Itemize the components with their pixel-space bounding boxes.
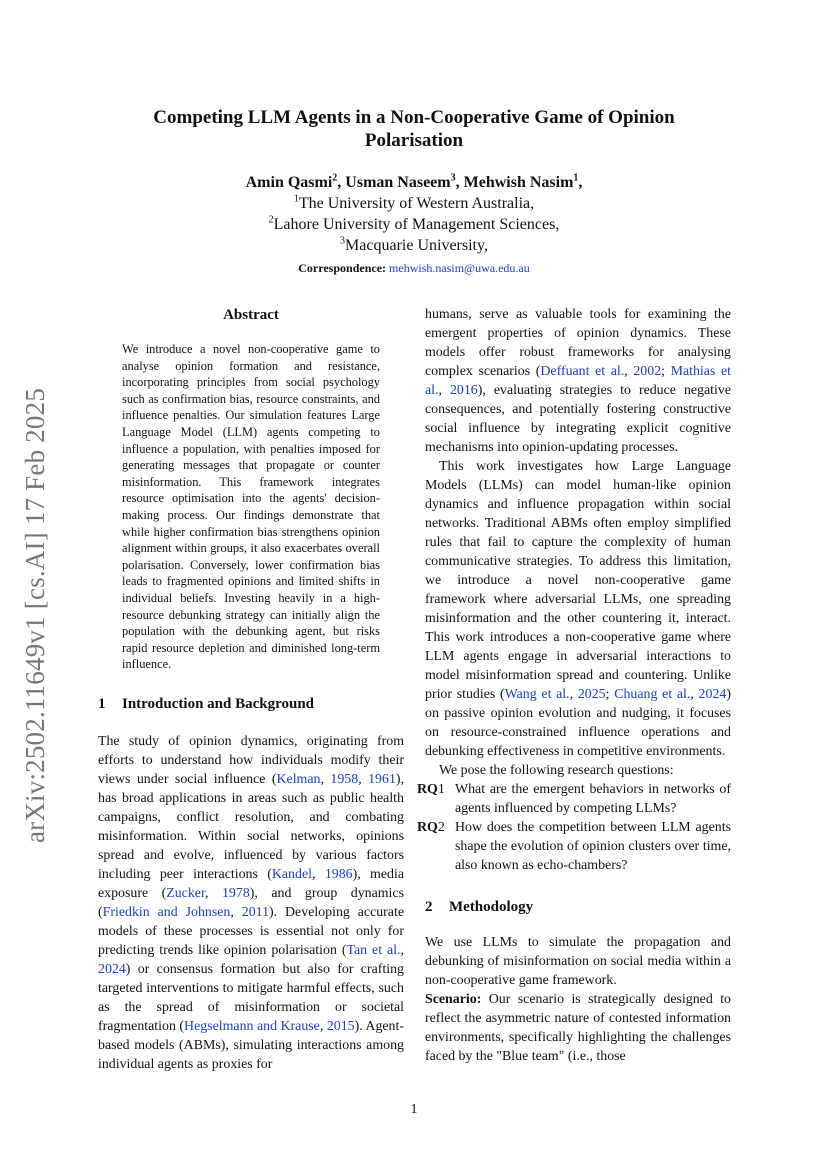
author-name: Amin Qasmi [245, 174, 333, 191]
research-question [417, 780, 731, 818]
research-question-text: How does the competition between LLM agents shape the evolution of opinion clusters over time, also known as echo-chambers? [455, 820, 731, 873]
author-affiliation-marker: 1 [573, 172, 579, 184]
affiliation-marker: 3 [340, 235, 346, 247]
paragraph-text: This work investigates how Large Language Models (LLMs) can model human-like opinion dynamics and influence propagation within social networks. Traditional ABMs often employ simplified rules that fail to capture the complexity of human communicative strategies. To address this limitation, we introduce a novel non-cooperative game framework where adversarial LLMs, one spreading misinformation and the other countering it, interact. This work introduces a non-cooperative game where LLM agents engage in adversarial interactions to model misinformation spread and countering. Unlike prior studies ( [425, 459, 731, 702]
research-question-label [417, 818, 445, 837]
paragraph-text: , [624, 364, 634, 379]
author-separator: , [337, 174, 346, 191]
section-2-title: Methodology [449, 899, 534, 915]
author-affiliation-marker: 3 [450, 172, 456, 184]
page-number: 1 [410, 1102, 418, 1117]
citation-link[interactable]: 2016 [449, 383, 478, 398]
affiliation-list [100, 193, 728, 256]
paragraph-text: , [358, 771, 369, 787]
author-separator: , [578, 174, 583, 191]
paragraph-text: , [400, 942, 405, 958]
paragraph-text: ), evaluating strategies to reduce negative consequences, and potentially fostering constructive social influence by integrating explicit cognitive mechanisms into opinion-updating processes. [425, 383, 731, 455]
paragraph-text: , [320, 771, 331, 787]
left-column [98, 305, 404, 1074]
paragraph-text: ) or consensus formation but also for crafting targeted interventions to mitigate harmful effects, such as the spread of misinformation or societal fragmentation ( [98, 961, 404, 1034]
citation-link[interactable]: Zucker [166, 885, 206, 901]
paragraph-text: , [569, 687, 578, 702]
paragraph-text: The study of opinion dynamics, originating from efforts to understand how individuals modify their views under social influence ( [98, 733, 404, 787]
section-1-paragraph-1 [98, 732, 404, 1074]
arxiv-identifier-stamp [14, 375, 58, 855]
affiliation-text: Lahore University of Management Sciences, [273, 216, 560, 233]
correspondence-email-link[interactable]: mehwish.nasim@uwa.edu.au [389, 261, 530, 275]
section-2-paragraph-1: We use LLMs to simulate the propagation and debunking of misinformation on social media within a non-cooperative game framework. [425, 935, 731, 988]
citation-link[interactable]: Deffuant et al. [540, 364, 625, 379]
research-question-label [417, 780, 445, 799]
paragraph-text: , [230, 904, 242, 920]
paragraph-text: ) on passive opinion evolution and nudging, it focuses on resource-constrained influence operations and debunking effectiveness in competitive environments. [425, 687, 731, 759]
paragraph-text: , [319, 1018, 327, 1034]
rq-prefix: RQ [417, 820, 438, 835]
section-1-paragraph-2 [425, 457, 731, 761]
citation-link[interactable]: Chuang et al. [614, 687, 691, 702]
paragraph-text: ; [661, 364, 671, 379]
paragraph-text: ), has broad applications in areas such as public health campaigns, conflict resolution, and combating misinformation. Within social networks, opinions spread and evolve, influenced by various factors including peer interactions ( [98, 771, 404, 882]
right-column [417, 305, 731, 1066]
research-question [417, 818, 731, 875]
citation-link[interactable]: 1986 [324, 866, 353, 882]
citation-link[interactable]: 2015 [326, 1018, 355, 1034]
section-2-number: 2 [425, 899, 433, 915]
section-1-number: 1 [98, 695, 106, 712]
citation-link[interactable]: 2025 [577, 687, 606, 702]
rq-number: 2 [437, 820, 445, 835]
abstract-heading: Abstract [223, 307, 279, 323]
affiliation-line [100, 193, 728, 214]
paper-title [100, 106, 728, 152]
author-name: Usman Naseem [345, 174, 451, 191]
affiliation-marker: 1 [293, 193, 299, 205]
paragraph-text: ), media exposure ( [98, 866, 404, 901]
paragraph-text: ), and group dynamics ( [98, 885, 404, 920]
title-line-1: Competing LLM Agents in a Non-Cooperative Game of Opinion [153, 107, 675, 128]
affiliation-text: The University of Western Australia, [298, 195, 535, 212]
citation-link[interactable]: Mathias et al. [425, 364, 731, 398]
section-1-paragraph-3: We pose the following research questions: [439, 763, 674, 778]
author-names [100, 172, 728, 193]
paragraph-text: ). Developing accurate models of these processes is essential not only for predicting trends like opinion polarisation ( [98, 904, 404, 958]
citation-link[interactable]: 2024 [698, 687, 727, 702]
section-1-heading [98, 694, 404, 714]
paragraph-text: ). Agent-based models (ABMs), simulating interactions among individual agents as proxies for [98, 1018, 404, 1072]
citation-link[interactable]: Friedkin and Johnsen [102, 904, 231, 920]
arxiv-identifier-text: arXiv:2502.11649v1 [cs.AI] 17 Feb 2025 [20, 387, 51, 843]
author-name: Mehwish Nasim [463, 174, 574, 191]
citation-link[interactable]: 2011 [241, 904, 270, 920]
affiliation-marker: 2 [268, 214, 274, 226]
correspondence-label: Correspondence: [298, 261, 387, 275]
section-1-title: Introduction and Background [122, 695, 315, 712]
correspondence-line [100, 260, 728, 276]
author-block [100, 172, 728, 276]
affiliation-line [100, 235, 728, 256]
scenario-label: Scenario: [425, 992, 482, 1007]
affiliation-text: Macquarie University, [345, 237, 488, 254]
paragraph-text: , [438, 383, 450, 398]
abstract-text: We introduce a novel non-cooperative game to analyse opinion formation and resistance, incorporating principles from social psychology such as confirmation bias, resource constraints, and influence penalties. Our simulation features Large Language Model (LLM) agents competing to influence a population, with penalties imposed for generating messages that propagate or counter misinformation. This framework integrates resource optimisation into the agents' decision-making process. Our findings demonstrate that while higher confirmation bias strengthens opinion alignment within groups, it also exacerbates overall polarisation. Conversely, lower confirmation bias leads to fragmented opinions and limited shifts in individual beliefs. Investing heavily in a high-resource debunking strategy can initially align the population with the debunking agent, but risks rapid resource depletion and diminished long-term influence. [122, 342, 380, 672]
paragraph-text: , [205, 885, 222, 901]
rq-prefix: RQ [417, 782, 438, 797]
section-1-paragraph-1-continued [425, 305, 731, 457]
paragraph-text: , [690, 687, 699, 702]
citation-link[interactable]: 1958 [330, 771, 359, 787]
scenario-text: Our scenario is strategically designed to reflect the asymmetric nature of contested information environments, specifically highlighting the challenges faced by the "Blue team" (i.e., those [425, 992, 731, 1064]
title-line-2: Polarisation [364, 130, 464, 151]
citation-link[interactable]: Tan et al. [346, 942, 401, 958]
paragraph-text: ; [605, 687, 615, 702]
citation-link[interactable]: 2024 [98, 961, 126, 977]
citation-link[interactable]: Hegselmann and Krause [184, 1018, 320, 1034]
citation-link[interactable]: 1978 [221, 885, 250, 901]
author-affiliation-marker: 2 [332, 172, 338, 184]
author-separator: , [455, 174, 464, 191]
section-2-heading [425, 897, 731, 917]
research-question-text: What are the emergent behaviors in networks of agents influenced by competing LLMs? [455, 782, 731, 816]
citation-link[interactable]: 1961 [368, 771, 396, 787]
research-question-list [417, 780, 731, 875]
rq-number: 1 [437, 782, 445, 797]
citation-link[interactable]: Kandel [271, 866, 312, 882]
citation-link[interactable]: 2002 [633, 364, 662, 379]
affiliation-line [100, 214, 728, 235]
citation-link[interactable]: Wang et al. [504, 687, 570, 702]
paragraph-text: , [311, 866, 325, 882]
citation-link[interactable]: Kelman [276, 771, 321, 787]
section-2-scenario-paragraph [425, 990, 731, 1066]
paragraph-text: humans, serve as valuable tools for examining the emergent properties of opinion dynamics. These models offer robust frameworks for analysing complex scenarios ( [425, 307, 731, 379]
